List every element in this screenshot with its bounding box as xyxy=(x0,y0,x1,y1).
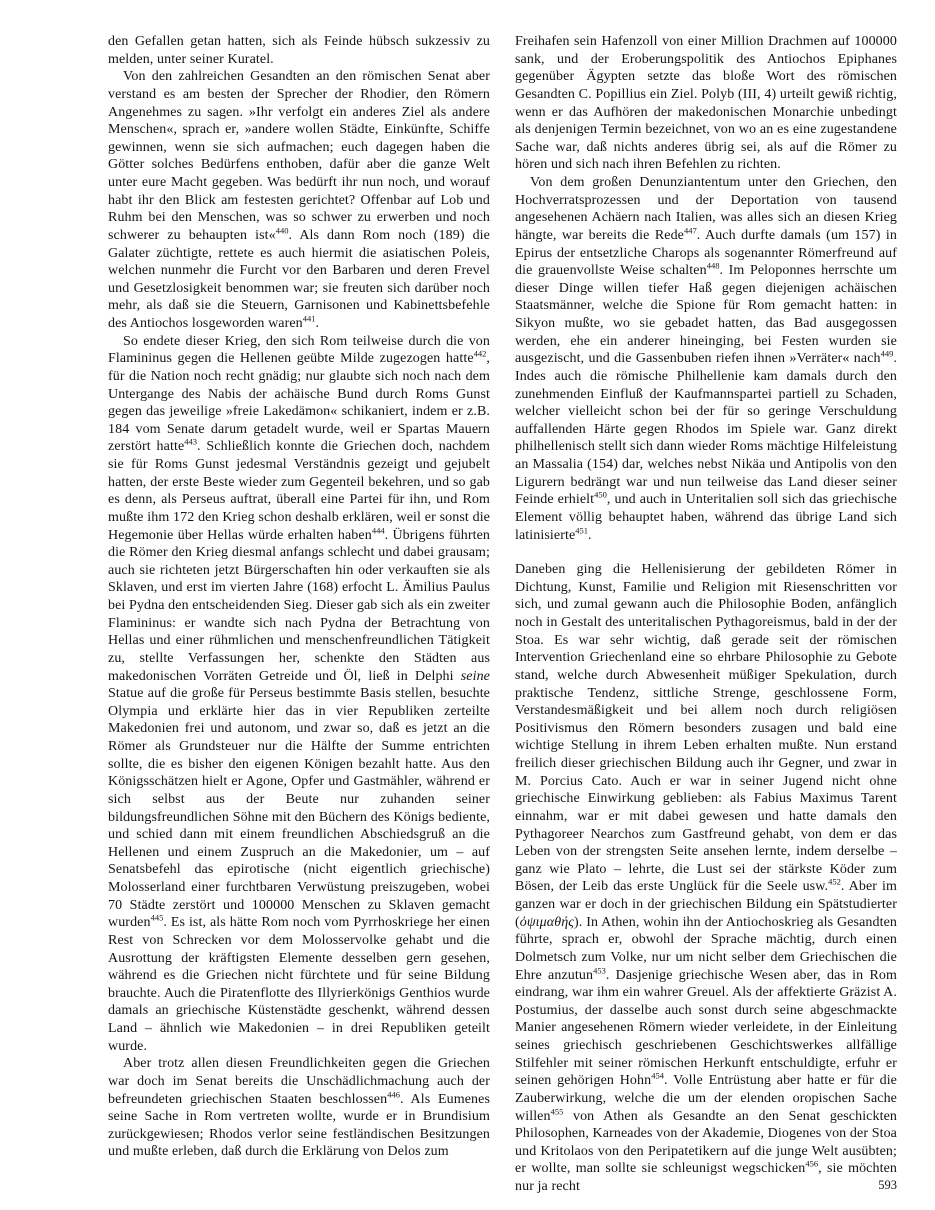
text-run: Von dem großen Denunziantentum unter den Griechen, den Hochverratsprozessen und der Deportation von tausend angesehenen Achäern nach Italien, was alles sich an diesen Krieg hängte, war bereits die Rede xyxy=(515,175,897,243)
paragraph xyxy=(108,333,490,1056)
paragraph xyxy=(515,33,897,174)
text-run: . Auch durfte damals (um 157) in Epirus der entsetzliche Charops als sogenannter Römerfreund auf die grauenvollste Weise schalten xyxy=(515,227,897,279)
text-run: . Als dann Rom noch (189) die Galater züchtigte, rettete es auch hiermit die asiatischen Poleis, welchen nunmehr die Furcht vor den Barbaren und deren Frevel und Gesetzlosigkeit benommen war; sie freuten sich darüber noch mehr, als daß sie die Steuern, Garnisonen und Kabinettsbefehle des Antiochos losgeworden waren xyxy=(108,227,490,331)
footnote-reference: 441 xyxy=(302,313,316,324)
footnote-reference: 452 xyxy=(828,876,841,887)
text-run: von Athen als Gesandte an den Senat geschickten Philosophen, Karneades von der Akademie, Diogenes von der Stoa und Kritolaos von den Peripatetikern auf die junge Welt ausübten; er wollte, man sollte sie schleunigst wegschicken xyxy=(515,1108,897,1177)
text-run: ). In Athen, wohin ihn der Antiochoskrieg als Gesandten führte, sprach er, obwohl der Sprache mächtig, durch einen Dolmetsch zum Volke, nur um nicht selber dem Griechischen die Ehre anzutun xyxy=(515,914,897,983)
footnote-reference: 455 xyxy=(550,1105,564,1116)
text-run: . xyxy=(588,527,592,543)
text-run: . Im Peloponnes herrschte um dieser Dinge willen tiefer Haß gegen diejenigen achäischen Staatsmänner, welche die Spione für Rom gemacht hatten: in Sikyon mußte, wo sie gebadet hatten, das Bad ausgegossen werden, ehe ein anderer hineinging, bei Festen wurden sie ausgezischt, und die Gassenbuben riefen ihnen »Verräter« nach xyxy=(515,263,897,367)
text-run: . Dasjenige griechische Wesen aber, das in Rom eindrang, war ihm ein wahrer Greuel. Als der affektierte Gräzist A. Postumius, der dasselbe auch sonst durch seine abgeschmackte Manier angesehenen Römern wieder verleidete, in der Einleitung seines griechisch geschriebenen Geschichtswerkes allfällige Stilfehler mit seiner römischen Herkunft entschuldigte, erfuhr er seinen gehörigen Hohn xyxy=(515,967,897,1089)
paragraph xyxy=(108,1055,490,1161)
paragraph xyxy=(515,174,897,544)
text-run: So endete dieser Krieg, den sich Rom teilweise durch die von Flamininus gegen die Hellenen geübte Milde zugezogen hatte xyxy=(108,333,490,367)
footnote-reference: 450 xyxy=(594,489,607,500)
text-run: Aber trotz allen diesen Freundlichkeiten gegen die Griechen war doch im Senat bereits die Unschädlichmachung auch der befreundeten griechischen Staaten beschlossen xyxy=(108,1056,490,1107)
footnote-reference: 448 xyxy=(706,260,720,271)
text-run: . Volle Entrüstung aber hatte er für die Zauberwirkung, welche die um der elenden oropischen Sache willen xyxy=(515,1073,897,1124)
text-run: Freihafen sein Hafenzoll von einer Million Drachmen auf 100000 sank, und der Eroberungspolitik des Antiochos Epiphanes gegenüber Ägypten setzte das bloße Wort des römischen Gesandten C. Popillius ein Ziel. Polyb (III, 4) urteilt gewiß richtig, wenn er das Aufhören der makedonischen Monarchie unbedingt als denjenigen Termin bezeichnet, von wo an es eine zugestandene Sache war, daß nichts anderes übrig sei, als auf die Römer zu hören und sich nach ihren Befehlen zu richten. xyxy=(515,34,897,173)
text-run: , sie möchten nur ja recht xyxy=(515,1161,897,1194)
footnote-reference: 442 xyxy=(473,348,487,359)
footnote-reference: 446 xyxy=(387,1088,400,1099)
text-run: Von den zahlreichen Gesandten an den römischen Senat aber verstand es am besten der Sprecher der Rhodier, den Römern Angenehmes zu sagen. »Ihr verfolgt ein anderes Ziel als andere Menschen«, sprach er, »andere wollen Städte, Einkünfte, Schiffe gewinnen, wenn sie sich aufmachen; euch dagegen haben die Götter solches Bedürfens enthoben, dafür aber die ganze Welt unter eure Macht gegeben. Was bedürft ihr nun noch, und worauf habt ihr den Blick am festesten gerichtet? Offenbar auf Lob und Ruhm bei den Menschen, was so schwer zu erwerben und noch schwerer zu behaupten ist« xyxy=(108,69,490,243)
footnote-reference: 443 xyxy=(184,436,198,447)
paragraph xyxy=(108,68,490,332)
text-column-right xyxy=(515,33,897,1196)
italic-text: ὀψιμαθής xyxy=(519,914,575,930)
text-run: . xyxy=(315,316,320,331)
footnote-reference: 447 xyxy=(684,225,697,236)
italic-text: seine xyxy=(460,668,490,684)
text-run: , für die Nation noch recht gnädig; nur glaubte sich noch nach dem Untergange des Nabis der achäische Bund durch Roms Gunst gegen das jeweilige »freie Lakedämon« schikaniert, indem er z.B. 184 vom Senate darum getadelt wurde, weil er Spartas Mauern zerstört hatte xyxy=(108,351,490,455)
text-run: . Es ist, als hätte Rom noch vom Pyrrhoskriege her einen Rest von Schrecken vor dem Molosservolke gehabt und die Ausrottung der kräftigsten Elemente desselben gern gesehen, während es die Griechen nicht fürchtete und für seine Bildung brauchte. Auch die Piratenflotte des Illyrierkönigs Genthios wurde damals an griechische Küstenstädte geschenkt, während dessen Land – ähnlich wie Makedonien – in drei Republiken geteilt wurde. xyxy=(108,915,490,1054)
text-run: Daneben ging die Hellenisierung der gebildeten Römer in Dichtung, Kunst, Familie und Religion mit Riesenschritten vor sich, und zumal gewann auch die Philosophie Boden, anfänglich noch in Gestalt des unteritalischen Pythagoreismus, bald in der der Stoa. Es war sehr wichtig, daß gerade seit der römischen Intervention Griechenland eine so ehrbare Philosophie zu Gebote stand, welche durch Abwesenheit müßiger Spekulation, durch praktische Tendenz, sittliche Strenge, geschlossene Form, Verstandesmäßigkeit und bei allem noch durch religiösen Positivismus den Römern besonders zusagen und bald eine wichtige Stellung in ihrem Leben erhalten mußte. Nun erstand freilich dieser griechischen Bildung auch ihr Gegner, und zwar in M. Porcius Cato. Auch er war in seiner Jugend nicht ohne griechische Einwirkung geblieben: als Fabius Maximus Tarent einnahm, war er mit dabei gewesen und hatte damals den Pythagoreer Nearchos zum Gastfreund gehabt, von dem er das Leben von der strengsten Seite ansehen lernte, indem derselbe – ganz wie Plato – lehrte, die Lust sei der stärkste Köder zum Bösen, der Leib das erste Unglück für die Seele usw. xyxy=(515,562,897,895)
text-run: , und auch in Unteritalien soll sich das griechische Element völlig behauptet haben, während das übrige Land sich latinisierte xyxy=(515,492,897,543)
footnote-reference: 444 xyxy=(371,524,385,535)
paragraph xyxy=(515,561,897,1196)
footnote-reference: 456 xyxy=(805,1158,819,1169)
footnote-reference: 451 xyxy=(575,524,589,535)
paragraph xyxy=(108,33,490,68)
footnote-reference: 453 xyxy=(593,964,606,975)
text-run: den Gefallen getan hatten, sich als Feinde hübsch sukzessiv zu melden, unter seiner Kuratel. xyxy=(108,34,490,67)
text-run: . Als Eumenes seine Sache in Rom vertreten wollte, wurde er in Brundisium zurückgewiesen; Rhodos verlor seine festländischen Besitzungen und mußte erleben, daß durch die Erklärung von Delos zum xyxy=(108,1091,490,1160)
text-run: . Übrigens führten die Römer den Krieg diesmal anfangs schlecht und dabei grausam; auch sie richteten jetzt Bürgerschaften hin oder verkauften sie als Sklaven, und erst im vierten Jahre (168) erfocht L. Ämilius Paulus bei Pydna den entscheidenden Sieg. Dieser gab sich als ein zweiter Flamininus: er wandte sich nach Pydna der Betrachtung von Hellas und einer rühmlichen und menschenfreundlichen Tätigkeit zu, stellte Verfassungen her, schenkte den Städten aus makedonischen Vorräten Getreide und Öl, ließ in Delphi xyxy=(108,527,490,684)
text-run: . Indes auch die römische Philhellenie kam damals durch den zunehmenden Einfluß der Kaufmannspartei partiell zu Schaden, welcher vielleicht schon bei der für so geringe Verschuldung auffallenden Härte gegen Rhodos im Spiele war. Ganz direkt philhellenisch stellt sich dann wieder Roms mächtige Hilfeleistung an Massalia (154) dar, welches nebst Nikäa und Antipolis von den Ligurern bedrängt war und nun teilweise das Land dieser seiner Feinde erhielt xyxy=(515,351,897,508)
text-run: . Schließlich konnte die Griechen doch, nachdem sie für Roms Gunst jedesmal Verständnis gezeigt und gejubelt hatten, der erste Beste wieder zum Gegenteil bekehren, und so gab es denn, als Perseus auftrat, überall eine Partei für ihn, und Rom mußte ihm 172 den Krieg schon deshalb erklären, weil er sonst die Hegemonie über Hellas würde erhalten haben xyxy=(108,439,490,543)
footnote-reference: 440 xyxy=(275,225,289,236)
footnote-reference: 449 xyxy=(880,348,894,359)
text-run: . Aber im ganzen war er doch in der griechischen Bildung ein Spätstudierter ( xyxy=(515,879,897,930)
text-column-left xyxy=(108,33,490,1161)
page-number: 593 xyxy=(878,1178,897,1192)
footnote-reference: 445 xyxy=(150,912,164,923)
footnote-reference: 454 xyxy=(651,1070,664,1081)
text-run: Statue auf die große für Perseus bestimmte Basis stellen, besuchte Olympia und erklärte hier das in vier Republiken zerteilte Makedonien frei und autonom, und zwar so, daß es jetzt an die Römer als Grundsteuer nur die Hälfte der Summe entrichten sollte, die es bisher den eigenen Königen bezahlt hatte. Aus den Königsschätzen hielt er Agone, Opfer und Gastmähler, während er sich selbst aus der Beute nur zuhanden seiner bildungsfreundlichen Söhne mit den Büchern des Königs bediente, und schied dann mit einem freundlichen Abschiedsgruß an die Hellenen und einem Zuspruch an die Makedonier, um – auf Senatsbefehl das epirotische (nicht eigentlich griechische) Molosserland einer furchtbaren Verwüstung preiszugeben, wobei 70 Städte zerstört und 100000 Menschen zu Sklaven gemacht wurden xyxy=(108,686,490,931)
